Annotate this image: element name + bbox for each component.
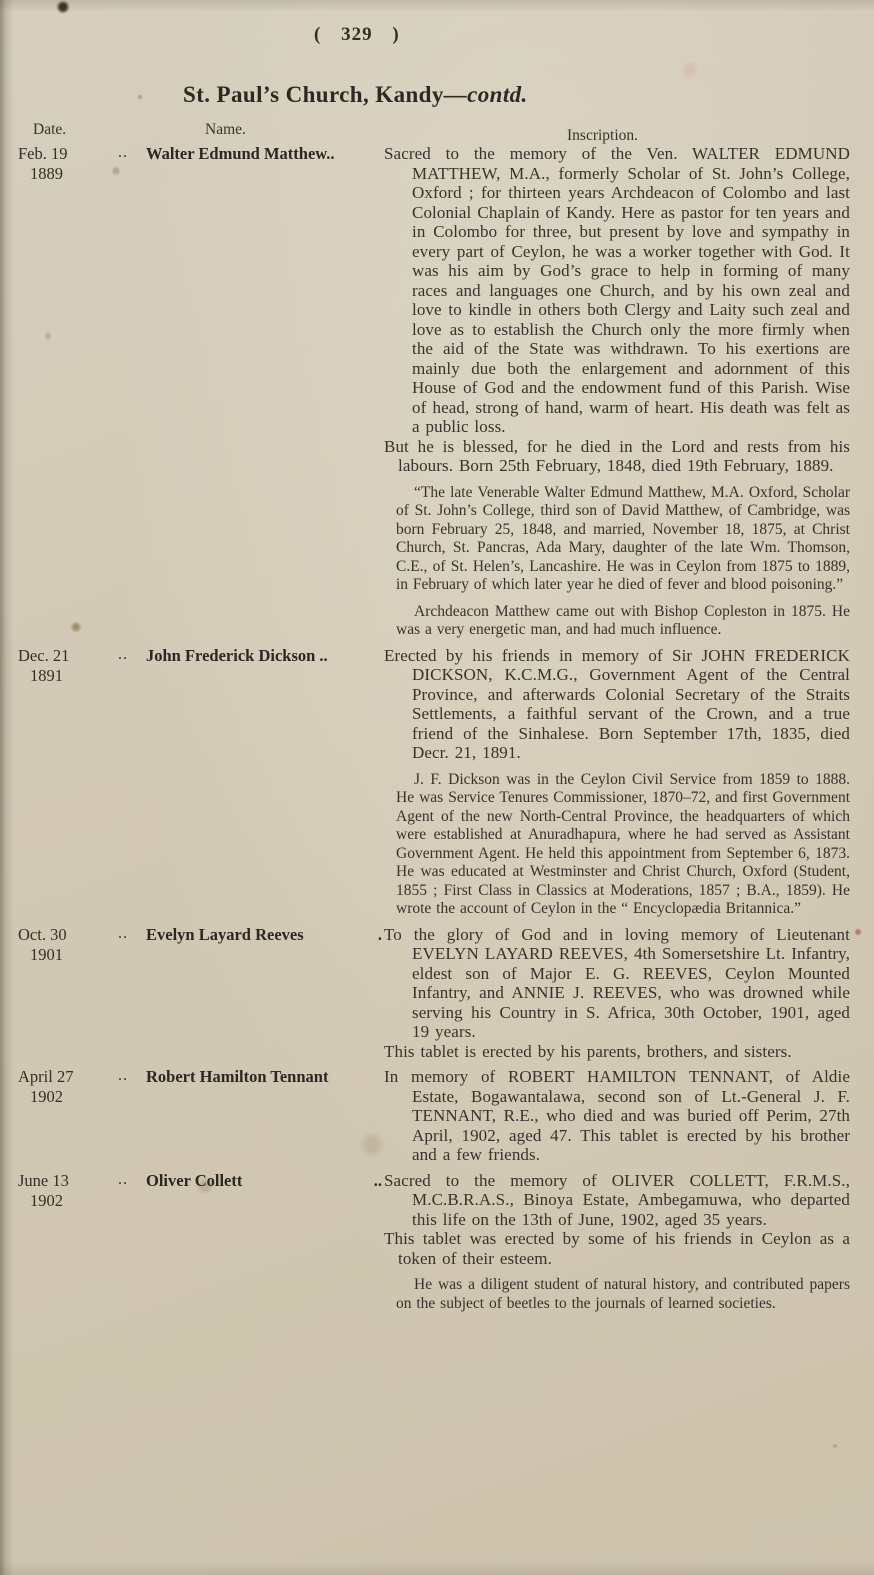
entry-name-text: Evelyn Layard Reeves bbox=[146, 924, 304, 944]
page-title-contd: —contd. bbox=[443, 82, 528, 107]
entry-row bbox=[0, 144, 874, 640]
entry-name-text: Oliver Collett bbox=[146, 1170, 243, 1190]
entry-date bbox=[18, 144, 118, 640]
entry-date-year: 1889 bbox=[30, 164, 63, 183]
name-leader-dots: . bbox=[377, 924, 382, 944]
entry-date bbox=[18, 646, 118, 919]
date-leader-dots: .. bbox=[118, 1170, 128, 1188]
entry-inscription bbox=[384, 1067, 850, 1165]
entry-date bbox=[18, 925, 118, 1062]
entry-name-text: John Frederick Dickson .. bbox=[146, 645, 328, 665]
date-leader-dots: .. bbox=[118, 1067, 128, 1084]
inscription-paragraph: This tablet is erected by his parents, brothers, and sisters. bbox=[384, 1041, 792, 1061]
column-header-inscription: Inscription. bbox=[567, 127, 639, 144]
inscription-paragraph: J. F. Dickson was in the Ceylon Civil Service from 1859 to 1888. He was Service Tenures Commissioner, 1870–72, and first Government Agent of the new North-Central Province, the headquarters of which were established at Anuradhapura, where he had served as Assistant Government Agent. He held this appointment from September 6, 1873. He was educated at Westminster and Christ Church, Oxford (Student, 1855 ; First Class in Classics at Moderations, 1857 ; B.A., 1859). He wrote the account of Ceylon in the “ Encyclopædia Britannica.” bbox=[396, 770, 850, 917]
entry-date-year: 1902 bbox=[30, 1087, 63, 1106]
entry-inscription bbox=[384, 925, 850, 1062]
entry-row bbox=[0, 646, 874, 919]
entry-date-day: Oct. 30 bbox=[18, 924, 67, 944]
entry-name bbox=[146, 1171, 384, 1314]
column-header-date: Date. bbox=[33, 121, 67, 138]
entry-row bbox=[0, 1171, 874, 1314]
date-leader-dots: .. bbox=[118, 645, 128, 663]
inscription-paragraph: In memory of ROBERT HAMILTON TENNANT, of Aldie Estate, Bogawantalawa, second son of Lt.-General J. F. TENNANT, R.E., who died and was buried off Perim, 27th April, 1902, aged 47. This tablet is erected by his brother and a few friends. bbox=[384, 1067, 850, 1164]
inscription-paragraph: This tablet was erected by some of his friends in Ceylon as a token of their esteem. bbox=[384, 1229, 850, 1268]
page-number: ( 329 ) bbox=[314, 24, 400, 45]
page-title-text: St. Paul’s Church, Kandy bbox=[183, 82, 444, 107]
entry-date-day: Dec. 21 bbox=[18, 645, 70, 665]
date-leader-dots: .. bbox=[118, 144, 128, 161]
inscription-paragraph: He was a diligent student of natural history, and contributed papers on the subject of beetles to the journals of learned societies. bbox=[396, 1276, 850, 1312]
inscription-paragraph: “The late Venerable Walter Edmund Matthew, M.A. Oxford, Scholar of St. John’s College, third son of David Matthew, of Cambridge, was born February 25, 1848, and married, November 18, 1875, at Christ Church, St. Pancras, Ada Mary, daughter of the late Wm. Thomson, C.E., of St. Helen’s, Lancashire. He was in Ceylon from 1875 to 1889, in February of which later year he died of fever and blood poisoning.” bbox=[396, 483, 850, 593]
entry-inscription bbox=[384, 1171, 850, 1314]
entry-name bbox=[146, 144, 384, 640]
entries-list bbox=[0, 144, 874, 1319]
inscription-paragraph: Sacred to the memory of the Ven. WALTER EDMUND MATTHEW, M.A., formerly Scholar of St. John’s College, Oxford ; for thirteen years Archdeacon of Colombo and last Colonial Chaplain of Kandy. Here as pastor for ten years and in Colombo for three, but present by love and sympathy in every part of Ceylon, he was a worker together with God. It was his aim by God’s grace to help in forming of many races and languages one Church, and by his own zeal and love to kindle in others both Clergy and Laity such zeal and love as to establish the Church only the more firmly when the aid of the State was withdrawn. To his exertions are mainly due both the enlargement and adornment of this House of God and the endowment fund of this Parish. Wise of head, strong of hand, warm of heart. His death was felt as a public loss. bbox=[384, 144, 850, 436]
entry-row bbox=[0, 1067, 874, 1165]
entry-name bbox=[146, 1067, 384, 1165]
entry-name bbox=[146, 646, 384, 919]
entry-date-day: June 13 bbox=[18, 1170, 69, 1190]
column-header-name: Name. bbox=[205, 121, 246, 138]
entry-row bbox=[0, 925, 874, 1062]
date-leader-dots: .. bbox=[118, 924, 128, 942]
inscription-paragraph: Sacred to the memory of OLIVER COLLETT, F.R.M.S., M.C.B.R.A.S., Binoya Estate, Ambegamuwa, who departed this life on the 13th of June, 1902, aged 35 years. bbox=[384, 1170, 850, 1229]
name-leader-dots: .. bbox=[373, 1170, 382, 1190]
entry-name-text: Robert Hamilton Tennant bbox=[146, 1067, 329, 1086]
entry-inscription bbox=[384, 144, 850, 640]
entry-date bbox=[18, 1171, 118, 1314]
entry-date-year: 1901 bbox=[30, 944, 63, 964]
entry-name bbox=[146, 925, 384, 1062]
entry-date-day: April 27 bbox=[18, 1067, 74, 1086]
entry-date bbox=[18, 1067, 118, 1165]
entry-date-year: 1902 bbox=[30, 1190, 63, 1210]
inscription-paragraph: But he is blessed, for he died in the Lord and rests from his labours. Born 25th February, 1848, died 19th February, 1889. bbox=[384, 436, 850, 475]
inscription-paragraph: Erected by his friends in memory of Sir JOHN FREDERICK DICKSON, K.C.M.G., Government Agent of the Central Province, and afterwards Colonial Secretary of the Straits Settlements, a faithful servant of the Crown, and a true friend of the Sinhalese. Born September 17th, 1835, died Decr. 21, 1891. bbox=[384, 645, 850, 762]
inscription-paragraph: Archdeacon Matthew came out with Bishop Copleston in 1875. He was a very energetic man, and had much influence. bbox=[396, 602, 850, 638]
entry-date-day: Feb. 19 bbox=[18, 144, 68, 163]
page-title bbox=[183, 82, 528, 108]
entry-inscription bbox=[384, 646, 850, 919]
inscription-paragraph: To the glory of God and in loving memory of Lieutenant EVELYN LAYARD REEVES, 4th Somersetshire Lt. Infantry, eldest son of Major E. G. REEVES, Ceylon Mounted Infantry, and ANNIE J. REEVES, who was drowned while serving his Country in S. Africa, 30th October, 1901, aged 19 years. bbox=[384, 924, 850, 1041]
entry-date-year: 1891 bbox=[30, 665, 63, 685]
entry-name-text: Walter Edmund Matthew.. bbox=[146, 144, 335, 163]
